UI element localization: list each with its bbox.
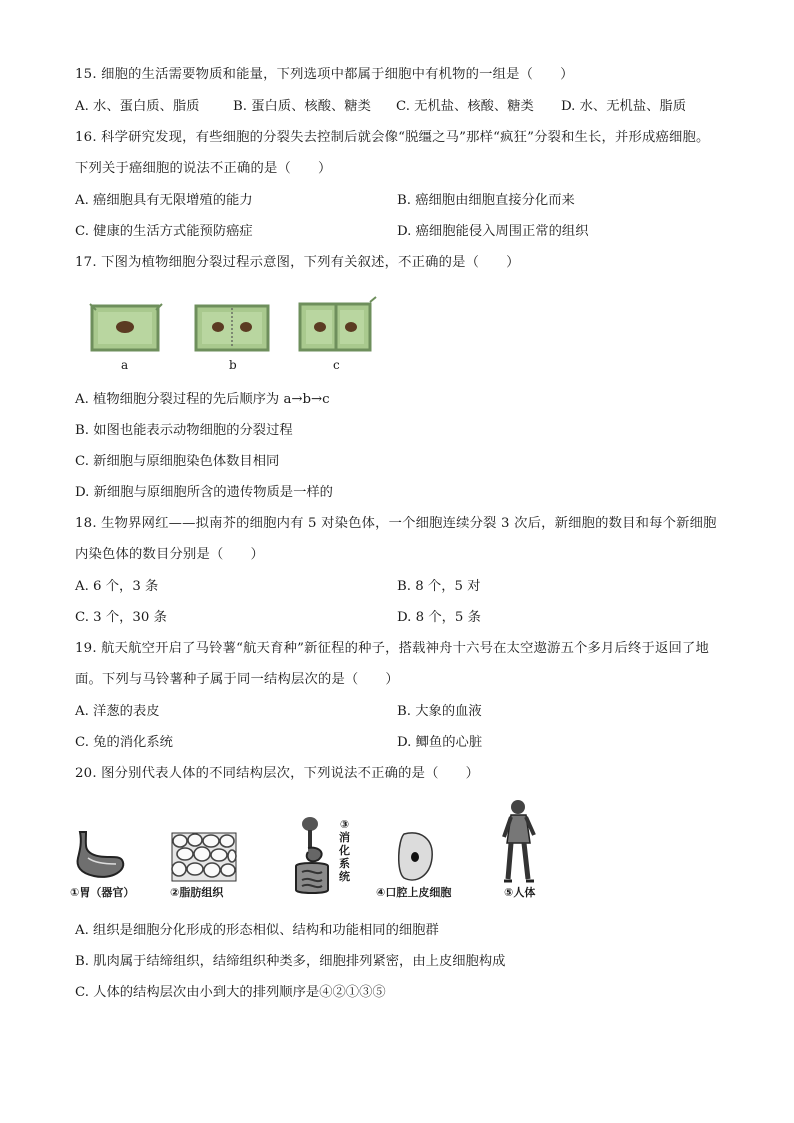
- q19-option-b: B. 大象的血液: [397, 704, 482, 719]
- q15-option-b: B. 蛋白质、核酸、糖类: [233, 99, 371, 114]
- q20-label-1: ①胃（器官）: [70, 886, 135, 899]
- q16-option-d: D. 癌细胞能侵入周围正常的组织: [397, 224, 589, 239]
- q16-stem-line2: 下列关于癌细胞的说法不正确的是（ ）: [75, 161, 332, 176]
- figure-label-a: a: [121, 358, 129, 372]
- q15-option-d: D. 水、无机盐、脂质: [561, 99, 687, 114]
- figure-label-b: b: [229, 358, 237, 372]
- q19-stem-line2: 面。下列与马铃薯种子属于同一结构层次的是（ ）: [75, 672, 399, 687]
- q18-option-d: D. 8 个，5 条: [397, 610, 481, 625]
- q20-label-2: ②脂肪组织: [170, 886, 224, 899]
- q17-option-b: B. 如图也能表示动物细胞的分裂过程: [75, 423, 293, 438]
- q15-option-a: A. 水、蛋白质、脂质: [75, 99, 200, 114]
- q18-stem-line1: 18. 生物界网红——拟南芥的细胞内有 5 对染色体，一个细胞连续分裂 3 次后，新细胞的数目和每个新细胞: [75, 516, 717, 531]
- q18-option-c: C. 3 个，30 条: [75, 610, 167, 625]
- q18-option-a: A. 6 个，3 条: [75, 579, 159, 594]
- adipose-tissue-icon: [171, 832, 237, 882]
- q20-option-c: C. 人体的结构层次由小到大的排列顺序是④②①③⑤: [75, 985, 386, 1000]
- digestive-system-icon: [290, 816, 338, 898]
- q16-option-b: B. 癌细胞由细胞直接分化而来: [397, 193, 575, 208]
- stomach-icon: [72, 828, 132, 883]
- cell-c-figure: [300, 297, 376, 350]
- q17-option-d: D. 新细胞与原细胞所含的遗传物质是一样的: [75, 485, 333, 500]
- cell-a-figure: [90, 304, 162, 350]
- q20-option-a: A. 组织是细胞分化形成的形态相似、结构和功能相同的细胞群: [75, 923, 439, 938]
- q19-option-c: C. 兔的消化系统: [75, 735, 173, 750]
- q15-stem: 15. 细胞的生活需要物质和能量，下列选项中都属于细胞中有机物的一组是（ ）: [75, 67, 574, 82]
- cell-division-figure: [88, 294, 388, 374]
- q20-option-b: B. 肌肉属于结缔组织，结缔组织种类多，细胞排列紧密，由上皮细胞构成: [75, 954, 506, 969]
- cell-b-figure: [196, 306, 268, 350]
- figure-label-c: c: [333, 358, 340, 372]
- q18-stem-line2: 内染色体的数目分别是（ ）: [75, 547, 264, 562]
- q18-option-b: B. 8 个，5 对: [397, 579, 481, 594]
- human-body-icon: [498, 797, 542, 885]
- q16-stem-line1: 16. 科学研究发现，有些细胞的分裂失去控制后就会像“脱缰之马”那样“疯狂”分裂和生长，并形成癌细胞。: [75, 130, 710, 145]
- q17-stem: 17. 下图为植物细胞分裂过程示意图，下列有关叙述，不正确的是（ ）: [75, 255, 520, 270]
- q16-option-c: C. 健康的生活方式能预防癌症: [75, 224, 253, 239]
- q19-option-a: A. 洋葱的表皮: [75, 704, 160, 719]
- q15-option-c: C. 无机盐、核酸、糖类: [396, 99, 534, 114]
- q17-option-a: A. 植物细胞分裂过程的先后顺序为 a→b→c: [75, 392, 330, 407]
- q19-option-d: D. 鲫鱼的心脏: [397, 735, 483, 750]
- q20-stem: 20. 图分别代表人体的不同结构层次，下列说法不正确的是（ ）: [75, 766, 480, 781]
- q16-option-a: A. 癌细胞具有无限增殖的能力: [75, 193, 253, 208]
- q19-stem-line1: 19. 航天航空开启了马铃薯“航天育种”新征程的种子，搭载神舟十六号在太空遨游五个多月后终于返回了地: [75, 641, 710, 656]
- q20-label-4: ④口腔上皮细胞: [376, 886, 452, 899]
- epithelial-cell-icon: [396, 830, 436, 884]
- q20-label-5: ⑤人体: [504, 886, 536, 899]
- q20-label-3: ③消化系统: [339, 818, 350, 883]
- q17-option-c: C. 新细胞与原细胞染色体数目相同: [75, 454, 280, 469]
